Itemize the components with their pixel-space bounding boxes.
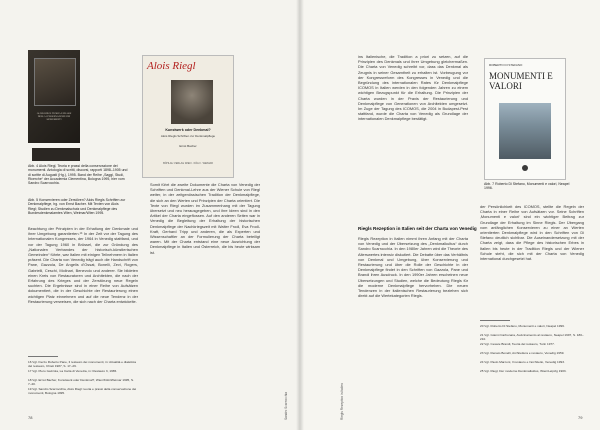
figure-book-cover-2	[32, 148, 80, 161]
page-number-right: 79	[578, 415, 583, 420]
figure-book-cover-riegl	[142, 55, 234, 178]
cover-title-monumenti: MONUMENTI E VALORI	[489, 71, 553, 91]
cover-church-photo	[499, 103, 551, 159]
section-heading: Riegls Rezeption in Italien seit der Charta von Venedig	[358, 226, 477, 231]
right-page-col-left-text: ins Italienische, die Tradition a priori zu setzen, auf die Prinzipien des Denkmals und ihrer Umgebung gleichermaßen. Die Charta von Venedig schreibt vor, dass das Denkmal als Zeugnis in seiner Gesamtheit zu erhalten ist. Vorbeugung vor der Kongressreform des Kongresses in Venedig und die Begründung des internationalen Rates für Denkmalpflege ICOMOS in Italien werden in den folgenden Jahren zu einem wichtigen Bezugspunkt für die Erhaltung. Die Prinzipien der Charta wurden in der Praxis der Restaurierung und Denkmalpflege von Generationen von Architekten umgesetzt. Im Zuge der Tagung des ICOMOS, die 2004 in Budapest-Pest stattfand, wurde die Charta von Venedig als Grundlage der internationalen Denkmalpflege bestätigt.	[358, 54, 468, 122]
left-page-col-right-text: Somit führt die zweite Dokumente die Charta von Venedig der Schriften und Denkmal-Lehre aus der Wiener Schule von Riegl weiter, in der zeitgenössischen Tradition der Denkmalpflege, die sich an den Werten und Prinzipien der Charta orientiert. Die Texte von Riegl wurden im Zusammenhang mit der Tagung übersetzt und neu herausgegeben, und ihre Ideen sind in den Artikel der Charta eingeflossen. Auf den anderen Seiten war in Venedig die Begleitung der Erhaltung der historischen Denkmalpflege der Nachkriegszeit mit Walter Frodl, Eva Frodl-Kraft, Gerhard Tripp und anderen, die als Experten und Wissenschaftler an der Formulierung der Charta beteiligt waren. Mit der Charta entstand eine neue Ausrichtung der Denkmalpflege in Italien und Österreich, die bis heute wirksam ist.	[150, 182, 260, 255]
cover-portrait	[171, 80, 213, 124]
figure-book-cover-1	[28, 50, 80, 143]
cover-title: Alois Riegl	[147, 60, 196, 72]
cover-book-title: Kunstwerk oder Denkmal?	[165, 128, 211, 132]
footnote-right-1: 20 Vgl. Roberto Di Stefano, Monumenti e valori, Neapel 1996.	[480, 324, 565, 328]
cover-publisher: BÖHLAU VERLAG WIEN · KÖLN · WEIMAR	[163, 162, 213, 165]
cover-book-subtitle: Alois Riegls Schriften zur Denkmalpflege	[160, 134, 216, 138]
footnote-left-3: 18 Vgl. Ernst Bacher, Kunstwerk oder Denkmal?, Wien/Köln/Weimar 1995, S. 7–20.	[28, 378, 134, 386]
footnote-right-4: 23 Vgl. Renato Bonelli, Architettura e restauro, Venedig 1959.	[480, 351, 565, 355]
cover-text: ALOIS RIEGL TEORIA E PRASSI DELLA CONSERVAZIONE DEI MONUMENTI	[36, 112, 72, 121]
figure-3-caption: Abb. 7 Roberto Di Stefano, Monumenti e valori, Neapel 1996.	[484, 182, 570, 191]
cover-editor: Ernst Bacher	[179, 144, 197, 148]
right-page-col-right-text: der Persönlichkeit des ICOMOS, stellte die Regeln der Charta in einer Reihe von Aufsätzen vor. Seine Schriften ‚Monumenti e valori‘ sind ein wichtiger Beitrag zur Grundlage der Erhaltung im Sinne Riegls. Der Übergang vom anfänglichen Konservieren zu einer an Werten orientierten Denkmalpflege wird in den Schriften von Di Stefano deutlich sichtbar. Die Auseinandersetzung mit der Charta zeigt, dass die Pflege des historischen Erbes in Italien bis heute in der Tradition Riegls und der Wiener Schule steht, die sich mit der Charta von Venedig international durchgesetzt hat.	[480, 204, 584, 262]
footnote-rule-right	[480, 320, 510, 321]
footnote-left-4: 19 Vgl. Sandro Scarrocchia, Alois Riegl: teoria e prassi della conservazione dei monumenti, Bologna 1995.	[28, 387, 137, 395]
footnote-left-2: 17 Vgl. Piero Gazzola, La Carta di Venezia, in: Restauro 3, 1965.	[28, 369, 118, 373]
right-page-col-mid-text: Riegls Rezeption in Italien nimmt ihren Anfang mit der Charta von Venedig und der Übersetzung des „Denkmalkultus“ durch Sandro Scarrocchia. In den 1980er Jahren wird die Theorie des Alterswertes intensiv diskutiert. Die Debatte über das Verhältnis von Denkmal und Umgebung, über Konservierung und Restaurierung und über die Rolle der Geschichte in der Denkmalpflege findet in den Schriften von Gazzola, Pane und Brandi ihren Ausdruck. In den 1990er Jahren erscheinen neue Übersetzungen und Studien, welche die Bedeutung Riegls für die moderne Denkmalpflege hervorheben. Die neuen Tendenzen in der italienischen Restaurierung beziehen sich direkt auf die Wertekategorien Riegls.	[358, 236, 468, 299]
cover-photo	[34, 58, 76, 106]
footnote-left-1: 16 Vgl. hierzu Roberto Pane, Il restauro dei monumenti, in: Attualità e dialettica del restauro, Chieti 1987, S. 17–29.	[28, 360, 136, 368]
footnote-rule-left	[28, 356, 58, 357]
running-head-left: Sandro Scarrocchia	[284, 392, 288, 420]
figure-book-cover-monumenti	[484, 58, 566, 180]
figure-1-caption: Abb. 4 Alois Riegl, Teoria e prassi della conservazione dei monumenti. Antologia di scritti, discorsi, rapporti 1898–1905 und di scritte di Augusti (Hg.), 1995. Band der Reihe „Saggi, Studi, Ricerche“ der Accademia Clementina, Bologna 1995, hier vom Sandro Scarrocchia.	[28, 164, 128, 186]
footnote-right-3: 22 Vgl. Cesare Brandi, Teoria del restauro, Turin 1977.	[480, 342, 555, 346]
book-gutter	[296, 0, 304, 430]
footnote-right-2: 21 Vgl. Gianni Carbonara, Avvicinamento al restauro, Neapel 1997, S. 180–210.	[480, 333, 584, 341]
publisher-logo-icon	[522, 165, 528, 171]
footnote-right-5: 24 Vgl. Paolo Marconi, Il restauro e l’architetto, Venedig 1993.	[480, 360, 565, 364]
footnote-right-6: 25 Vgl. Riegl, Der moderne Denkmalkultus, Wien/Leipzig 1903.	[480, 369, 567, 373]
figure-2-caption: Abb. 5 Konservieren oder Zerstören? Alois Riegls Schriften zur Denkmalpflege, hg. von Ernst Bacher. Mit Texten von Alois Riegl; Studien zu Denkmalschutz und Denkmalpflege des Bundesdenkmalamtes Wien, Weimar/Wien 1995.	[28, 198, 126, 215]
running-head-right: Riegls Rezeption in Italien	[340, 383, 344, 420]
right-page	[300, 0, 600, 430]
page-number-left: 78	[28, 415, 33, 420]
cover-author: ROBERTO DI STEFANO	[489, 63, 523, 67]
left-page-col-left-text: Beachtung der Prinzipien in der Erhaltung der Denkmale und ihrer Umgebung garantierten.¹⁶ In der Zeit vor der Tagung des Internationalen Kongresses, der 1964 in Venedig stattfand, und vor der Tagung 1960 in Brüssel, die zur Gründung des „Nationalen Verbandes der historisch-künstlerischen Gemeinden“ führte, war Italien mit einigen Teilnehmern in Italien präsent. Die Charta von Venedig trägt auch die Handschrift von Pane, Gazzola, De Angelis d’Ossat, Bonelli, Zevi, Rogers, Gabrielli, Ceschi, Molinari, Benevolo und anderer. Sie bildeten einen Kreis von Restauratoren und Architekten, die nach der Erfahrung des Krieges und der Zerstörung neue Regeln suchten. Die Ergebnisse sind in einer Reihe von Aufsätzen dokumentiert, die in der Geschichte der Restaurierung einen wichtigen Platz einnehmen und auf die neue Tendenz in der Restaurierung verweisen, die sich nach der Charta entwickelte.	[28, 226, 138, 304]
